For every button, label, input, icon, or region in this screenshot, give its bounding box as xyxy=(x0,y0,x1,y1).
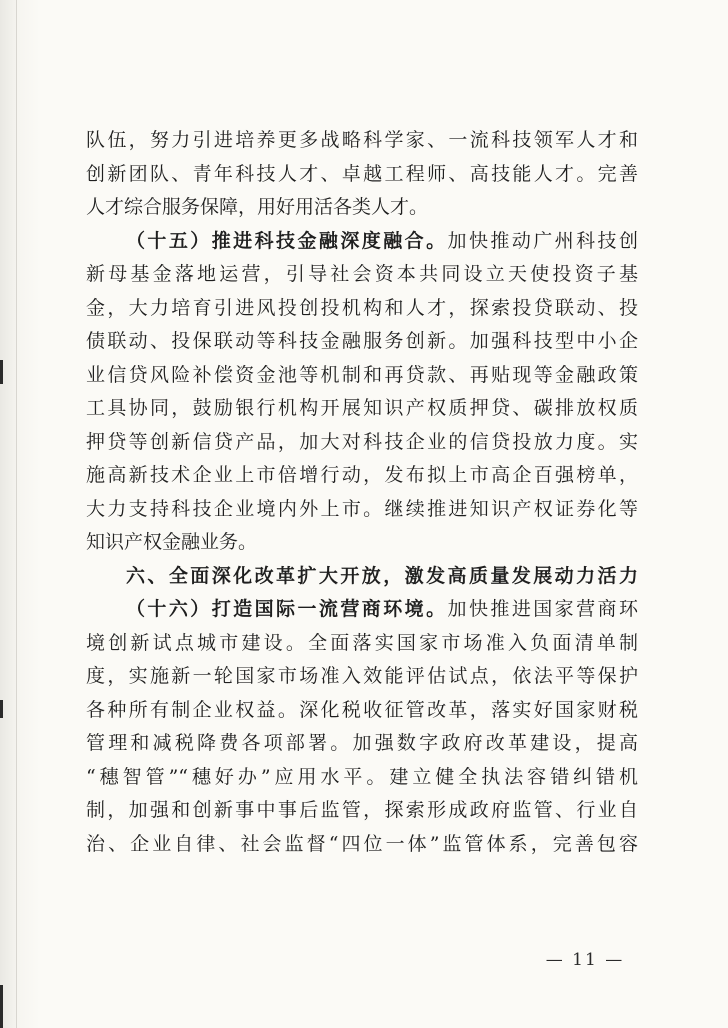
text-line: 各种所有制企业权益。深化税收征管改革，落实好国家财税 xyxy=(86,698,638,721)
text-line: 知识产权金融业务。 xyxy=(86,531,258,553)
text-line: 制，加强和创新事中事后监管，探索形成政府监管、行业自 xyxy=(86,799,638,821)
section-16-first-line-text: 加快推进国家营商环 xyxy=(447,598,638,620)
document-body xyxy=(86,124,638,861)
text-line: 境创新试点城市建设。全面落实国家市场准入负面清单制 xyxy=(86,631,638,654)
text-line: “穗智管”“穗好办”应用水平。建立健全执法容错纠错机 xyxy=(86,765,638,788)
text-line: 度，实施新一轮国家市场准入效能评估试点，依法平等保护 xyxy=(86,665,638,687)
text-line: 人才综合服务保障，用好用活各类人才。 xyxy=(86,196,429,218)
text-line: 队伍，努力引进培养更多战略科学家、一流科技领军人才和 xyxy=(86,129,638,151)
scan-edge-mark xyxy=(0,360,3,384)
text-line: 创新团队、青年科技人才、卓越工程师、高技能人才。完善 xyxy=(86,162,638,185)
chapter-heading: 六、全面深化改革扩大开放，激发高质量发展动力活力 xyxy=(126,564,638,587)
text-line: 管理和减税降费各项部署。加强数字政府改革建设，提高 xyxy=(86,732,638,754)
scan-edge-mark xyxy=(0,700,3,718)
text-line: 押贷等创新信贷产品，加大对科技企业的信贷投放力度。实 xyxy=(86,430,638,453)
text-line: 大力支持科技企业境内外上市。继续推进知识产权证券化等 xyxy=(86,497,638,520)
text-line: 债联动、投保联动等科技金融服务创新。加强科技型中小企 xyxy=(86,330,638,352)
section-16-first-line xyxy=(86,593,638,627)
text-line: 治、企业自律、社会监督“四位一体”监管体系，完善包容 xyxy=(86,832,638,855)
section-15-title: （十五）推进科技金融深度融合。 xyxy=(126,229,448,252)
binding-edge xyxy=(16,0,17,1028)
text-line: 施高新技术企业上市倍增行动，发布拟上市高企百强榜单， xyxy=(86,464,638,486)
page-number: — 11 — xyxy=(545,950,625,970)
scan-edge-mark xyxy=(0,985,3,1028)
text-line: 业信贷风险补偿资金池等机制和再贷款、再贴现等金融政策 xyxy=(86,363,638,386)
section-16-title: （十六）打造国际一流营商环境。 xyxy=(126,598,448,620)
section-15-first-line-text: 加快推动广州科技创 xyxy=(447,229,638,252)
text-line: 金，大力培育引进风投创投机构和人才，探索投贷联动、投 xyxy=(86,296,638,319)
section-15-first-line xyxy=(86,225,638,259)
text-line: 工具协同，鼓励银行机构开展知识产权质押贷、碳排放权质 xyxy=(86,397,638,419)
text-line: 新母基金落地运营，引导社会资本共同设立天使投资子基 xyxy=(86,263,638,285)
